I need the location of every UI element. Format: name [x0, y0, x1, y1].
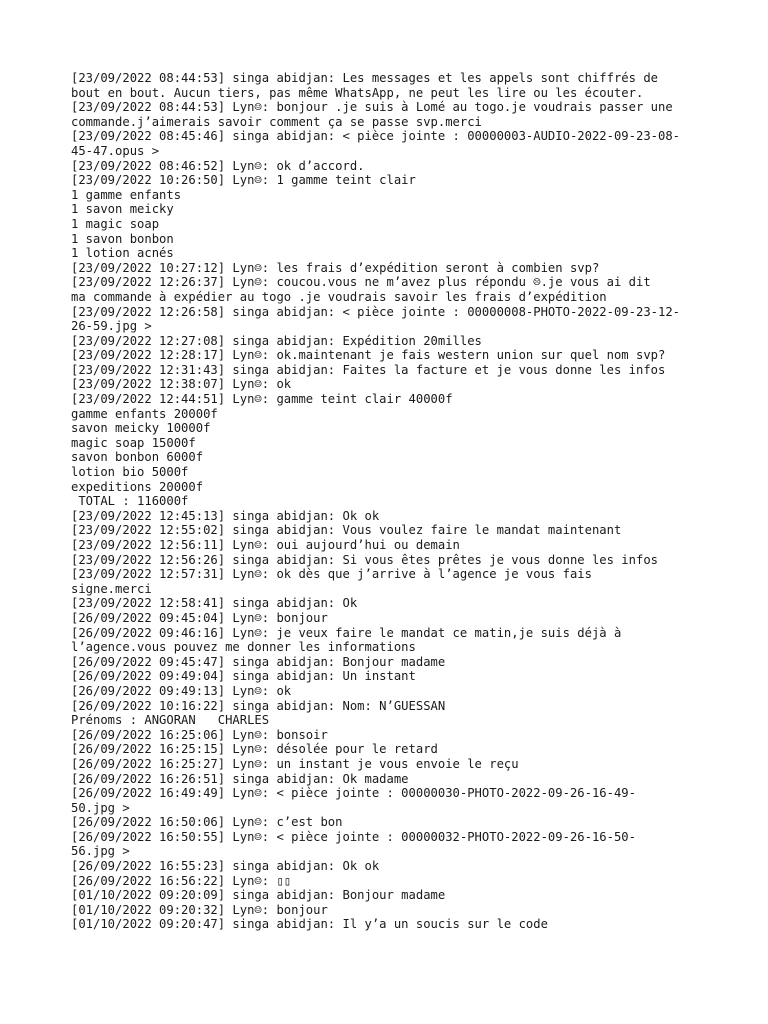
transcript-line: [26/09/2022 16:50:55] Lyn☺: < pièce jointe : 00000032-PHOTO-2022-09-26-16-50- [71, 829, 636, 844]
transcript-line: [01/10/2022 09:20:32] Lyn☺: bonjour [71, 902, 328, 917]
transcript-line: commande.j’aimerais savoir comment ça se passe svp.merci [71, 114, 482, 129]
transcript-line: [26/09/2022 16:50:06] Lyn☺: c’est bon [71, 815, 343, 830]
transcript-line: [23/09/2022 12:31:43] singa abidjan: Faites la facture et je vous donne les infos [71, 362, 666, 377]
transcript-line: [26/09/2022 16:25:06] Lyn☺: bonsoir [71, 727, 328, 742]
transcript-line: 26-59.jpg > [71, 319, 152, 334]
transcript-line: [23/09/2022 12:26:58] singa abidjan: < pièce jointe : 00000008-PHOTO-2022-09-23-12- [71, 304, 681, 319]
transcript-line: [23/09/2022 12:27:08] singa abidjan: Expédition 20milles [71, 333, 482, 348]
transcript-line: [23/09/2022 12:26:37] Lyn☺: coucou.vous ne m’avez plus répondu ☹.je vous ai dit [71, 275, 651, 290]
transcript-line: 1 gamme enfants [71, 187, 182, 202]
transcript-line: savon bonbon 6000f [71, 450, 204, 465]
transcript-line: [26/09/2022 16:25:15] Lyn☺: désolée pour le retard [71, 742, 438, 757]
transcript-line: [23/09/2022 12:28:17] Lyn☺: ok.maintenant je fais western union sur quel nom svp? [71, 348, 666, 363]
transcript-line: [23/09/2022 12:56:11] Lyn☺: oui aujourd’hui ou demain [71, 538, 460, 552]
transcript-line: [26/09/2022 09:49:13] Lyn☺: ok [71, 683, 292, 698]
transcript-line: l’agence.vous pouvez me donner les informations [71, 640, 416, 655]
transcript-line: [01/10/2022 09:20:47] singa abidjan: Il y’a un soucis sur le code [71, 917, 548, 932]
transcript-line: 1 savon meicky [71, 202, 174, 217]
transcript-line: [23/09/2022 10:26:50] Lyn☺: 1 gamme teint clair [71, 173, 416, 188]
transcript-line: expeditions 20000f [71, 479, 204, 494]
transcript-line: lotion bio 5000f [71, 465, 189, 480]
transcript-line: [23/09/2022 12:38:07] Lyn☺: ok [71, 377, 292, 392]
transcript-line: bout en bout. Aucun tiers, pas même WhatsApp, ne peut les lire ou les écouter. [71, 85, 644, 100]
transcript-line: [26/09/2022 09:46:16] Lyn☺: je veux faire le mandat ce matin,je suis déjà à [71, 625, 622, 640]
transcript-line: ma commande à expédier au togo .je voudrais savoir les frais d’expédition [71, 289, 607, 304]
transcript-line: [23/09/2022 12:56:26] singa abidjan: Si vous êtes prêtes je vous donne les infos [71, 552, 658, 567]
transcript-line: Prénoms : ANGORAN CHARLES [71, 713, 270, 728]
transcript-line: 1 lotion acnés [71, 246, 174, 261]
transcript-line: [26/09/2022 09:45:04] Lyn☺: bonjour [71, 610, 328, 625]
transcript-line: savon meicky 10000f [71, 421, 211, 436]
transcript-line: 56.jpg > [71, 844, 130, 859]
transcript-line: TOTAL : 116000f [71, 494, 189, 509]
transcript-line: [23/09/2022 12:55:02] singa abidjan: Vous voulez faire le mandat maintenant [71, 523, 622, 538]
transcript-line: [23/09/2022 12:44:51] Lyn☺: gamme teint clair 40000f [71, 392, 453, 407]
transcript-line: [23/09/2022 08:45:46] singa abidjan: < pièce jointe : 00000003-AUDIO-2022-09-23-08- [71, 129, 681, 144]
transcript-line: 1 savon bonbon [71, 231, 174, 246]
transcript-line: [23/09/2022 10:27:12] Lyn☺: les frais d’expédition seront à combien svp? [71, 260, 600, 275]
transcript-line: [23/09/2022 12:45:13] singa abidjan: Ok ok [71, 508, 380, 523]
transcript-line: [26/09/2022 09:49:04] singa abidjan: Un instant [71, 669, 416, 684]
transcript-line: 45-47.opus > [71, 143, 160, 158]
transcript-line: gamme enfants 20000f [71, 406, 218, 421]
transcript-line: [23/09/2022 12:58:41] singa abidjan: Ok [71, 596, 358, 611]
chat-transcript [71, 71, 711, 932]
transcript-line: [26/09/2022 10:16:22] singa abidjan: Nom: N’GUESSAN [71, 698, 446, 713]
transcript-line: [26/09/2022 16:56:22] Lyn☺: ▯▯ [71, 873, 292, 888]
transcript-line: [23/09/2022 08:44:53] Lyn☺: bonjour .je suis à Lomé au togo.je voudrais passer une [71, 100, 673, 115]
transcript-line: [26/09/2022 16:26:51] singa abidjan: Ok madame [71, 771, 409, 786]
transcript-line: [26/09/2022 09:45:47] singa abidjan: Bonjour madame [71, 654, 446, 669]
transcript-line: [23/09/2022 08:44:53] singa abidjan: Les messages et les appels sont chiffrés de [71, 71, 658, 85]
transcript-line: [01/10/2022 09:20:09] singa abidjan: Bonjour madame [71, 888, 446, 903]
transcript-line: 1 magic soap [71, 216, 160, 231]
transcript-line: [26/09/2022 16:49:49] Lyn☺: < pièce jointe : 00000030-PHOTO-2022-09-26-16-49- [71, 786, 636, 801]
transcript-line: [23/09/2022 08:46:52] Lyn☺: ok d’accord. [71, 158, 365, 173]
transcript-line: [23/09/2022 12:57:31] Lyn☺: ok dès que j’arrive à l’agence je vous fais [71, 567, 592, 582]
transcript-line: signe.merci [71, 581, 152, 596]
transcript-line: 50.jpg > [71, 800, 130, 815]
transcript-line: magic soap 15000f [71, 435, 196, 450]
transcript-line: [26/09/2022 16:55:23] singa abidjan: Ok ok [71, 859, 380, 874]
transcript-line: [26/09/2022 16:25:27] Lyn☺: un instant je vous envoie le reçu [71, 756, 519, 771]
